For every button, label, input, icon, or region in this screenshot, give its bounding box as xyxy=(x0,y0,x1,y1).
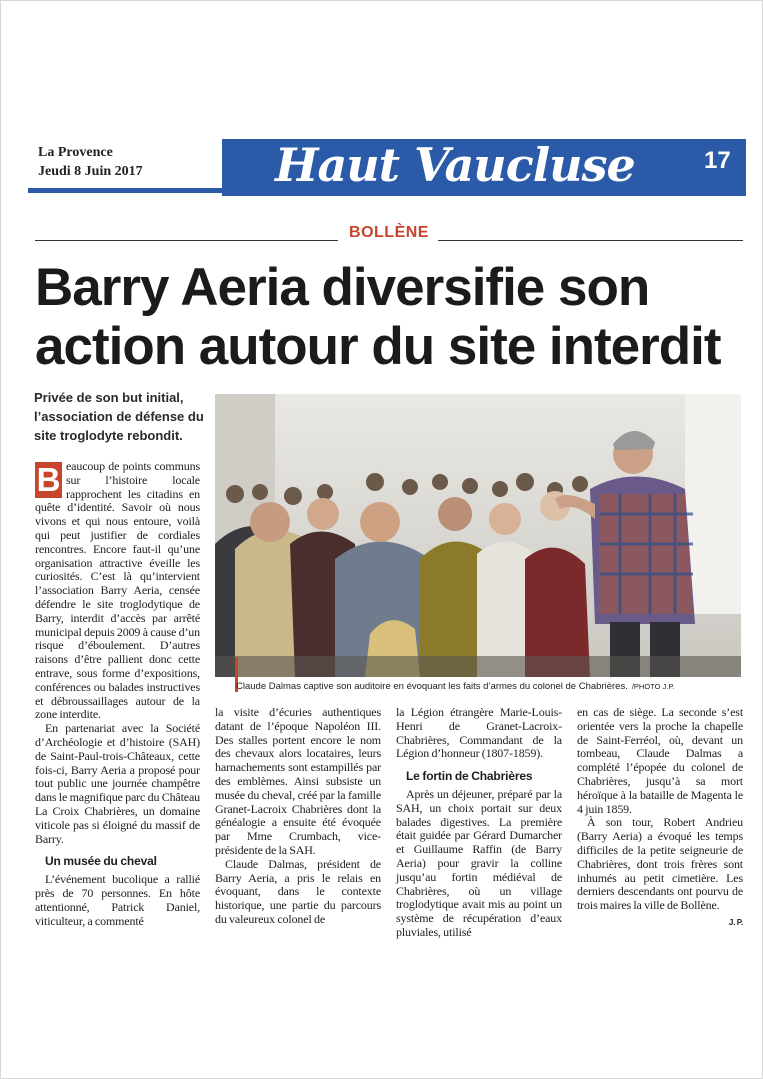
masthead-info xyxy=(38,143,143,181)
column-1 xyxy=(35,460,200,928)
paragraph-3-cont: la visite d’écuries authentiques datant de l’époque Napoléon III. Des stalles portent encore le nom des chevaux alors locataires, leurs harnachements sont estampillés par des emblèmes. Ainsi subsiste un musée du cheval, créé par la famille Granet-Lacroix Chabrières dont la généalogie a ensuite été évoquée par Mme Crumbach, vice-présidente de la SAH. xyxy=(215,705,381,857)
article-photo xyxy=(215,394,741,677)
paragraph-5: Après un déjeuner, préparé par la SAH, un choix portait sur deux balades digestives. La première était guidée par Gérard Dumarcher et Guillaume Raffin (de Barry Aeria) pour gravir la colline jusqu’au fortin médiéval de Chabrières, où un village troglodytique avait mis au point un système de récupération d’eaux pluviales, utilisé xyxy=(396,786,562,939)
photo-caption xyxy=(236,680,746,693)
standfirst: Privée de son but initial, l’association de défense du site troglodyte rebondit. xyxy=(34,390,204,443)
author-signature: J. P. xyxy=(728,917,743,927)
paragraph-5-cont: en cas de siège. La seconde s’est orientée vers la proche la chapelle de Saint-Ferréol, où, devant un tombeau, Claude Dalmas a complété l’épopée du colonel de Chabrières, jusqu’à sa mort héroïque à la bataille de Magenta le 4 juin 1859. xyxy=(577,705,743,816)
paragraph-2: En partenariat avec la Société d’Archéologie et d’histoire (SAH) de Saint-Paul-trois-Châteaux, cette fois-ci, Barry Aeria a proposé pour tout public une journée champêtre dans le magnifique parc du Château La Croix Chabrières, un domaine viticole pas si éloigné du massif de Barry. xyxy=(35,721,200,846)
section-rule-right xyxy=(438,240,743,241)
paragraph-6: À son tour, Robert Andrieu (Barry Aeria) a évoqué les temps difficiles de la petite seigneurie de Chabrières, dont trois frères sont inhumés au petit cimetière. Les derniers descendants ont pourvu de trois maires la ville de Bollène. xyxy=(577,815,743,913)
column-4 xyxy=(577,706,743,930)
photo-credit: /PHOTO J.P. xyxy=(631,682,675,691)
section-label: BOLLÈNE xyxy=(349,224,429,241)
paragraph-4-cont: la Légion étrangère Marie-Louis-Henri de Granet-Lacroix-Chabrières, Commandant de la Légion d’honneur (1807-1859). xyxy=(396,705,562,761)
paragraph-3: L’événement bucolique a rallié près de 70 personnes. En hôte attentionné, Patrick Daniel, viticulteur, a commenté xyxy=(35,872,200,928)
headline: Barry Aeria diversifie son action autour du site interdit xyxy=(35,258,721,376)
drop-cap: B xyxy=(36,461,61,498)
subheading-musee: Un musée du cheval xyxy=(45,854,157,869)
paragraph-4: Claude Dalmas, président de Barry Aeria, a pris le relais en évoquant, dans le contexte historique, une partie du parcours du valeureux colonel de xyxy=(215,856,381,926)
publication-date: Jeudi 8 Juin 2017 xyxy=(38,164,143,179)
caption-text: Claude Dalmas captive son auditoire en évoquant les faits d’armes du colonel de Chabrières. xyxy=(236,681,628,692)
column-2 xyxy=(215,706,381,927)
page-number: 17 xyxy=(704,147,731,174)
section-title: Haut Vaucluse xyxy=(275,138,635,192)
paragraph-1-text: eaucoup de points communs sur l’histoire locale rapprochent les citadins en quête d’identité. Savoir où nous vivons et qui nous entoure, voilà qui peut justifier de cordiales rencontres. Encore faut-il qu’une organisation attractive éveille les curiosités. C’est là qu’intervient l’association Barry Aeria, censée défendre le site troglodytique de Barry, interdit d’accès par arrêté municipal depuis 2009 à cause d’un risque d’éboulement. D’autres raisons d’être pallient donc cette entrave, sous forme d’expositions, conférences ou balades instructives et débroussaillages autour de la zone interdite. xyxy=(35,459,200,722)
section-rule-left xyxy=(35,240,338,241)
newspaper-name: La Provence xyxy=(38,145,113,160)
paragraph-intro xyxy=(35,460,200,722)
column-3 xyxy=(396,706,562,940)
subheading-fortin: Le fortin de Chabrières xyxy=(406,769,533,784)
masthead-rule xyxy=(28,188,224,193)
